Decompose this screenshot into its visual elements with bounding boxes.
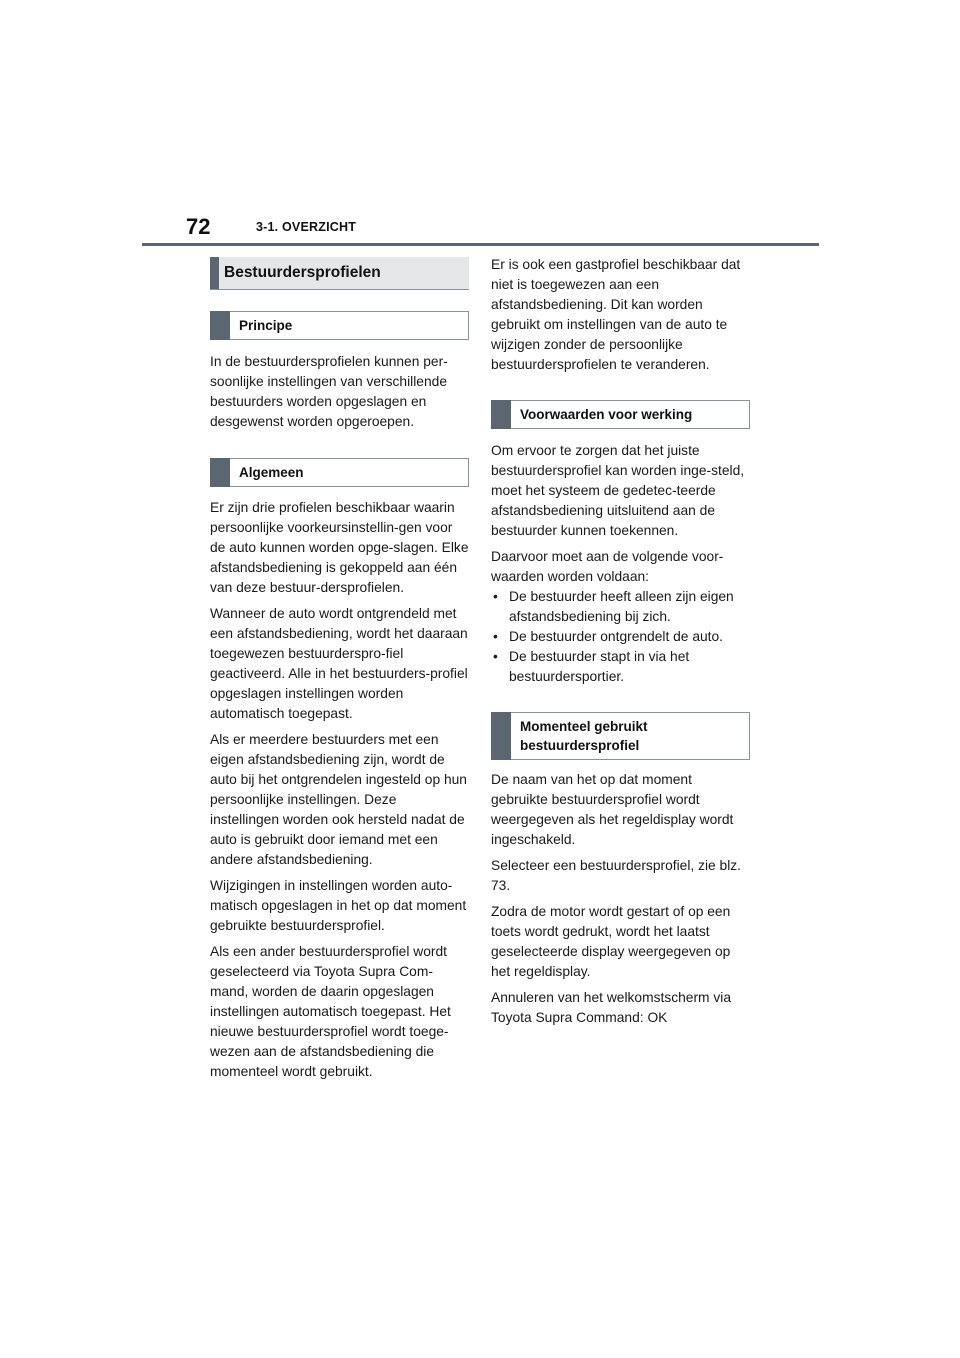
main-heading-text: Bestuurdersprofielen [224, 264, 381, 281]
header-rule [142, 243, 819, 246]
bullet-icon: • [493, 629, 498, 644]
list-item-text: De bestuurder stapt in via het bestuurdersportier. [509, 649, 690, 684]
heading-marker [210, 458, 230, 487]
page-number: 72 [186, 214, 211, 239]
algemeen-paragraph-1: Er zijn drie profielen beschikbaar waarin persoonlijke voorkeursinstellin-gen voor de auto kunnen worden opge-slagen. Elke afstandsbediening is gekoppeld aan één van deze bestuur-dersprofielen. [210, 500, 469, 595]
heading-marker [491, 400, 511, 429]
heading-marker [210, 257, 219, 289]
voorwaarden-paragraph-1: Om ervoor te zorgen dat het juiste bestuurdersprofiel kan worden inge-steld, moet het systeem de gedetec-teerde afstandsbediening uitsluitend aan de bestuurder kunnen toekennen. [491, 443, 745, 538]
list-item-text: De bestuurder ontgrendelt de auto. [509, 629, 723, 644]
principe-paragraph: In de bestuurdersprofielen kunnen per-soonlijke instellingen van verschillende bestuurders worden opgeslagen en desgewenst worden opgeroepen. [210, 354, 448, 429]
algemeen-heading-text: Algemeen [239, 465, 304, 480]
momenteel-heading [491, 712, 750, 760]
momenteel-paragraph-2: Selecteer een bestuurdersprofiel, zie blz. 73. [491, 858, 742, 893]
bullet-icon: • [493, 649, 498, 664]
right-column [491, 255, 750, 1028]
list-item [491, 627, 750, 647]
voorwaarden-heading [491, 400, 750, 429]
left-column [210, 255, 469, 1082]
momenteel-paragraph-3: Zodra de motor wordt gestart of op een toets wordt gedrukt, wordt het laatst geselecteerde display weergegeven op het regeldisplay. [491, 904, 731, 979]
list-item-text: De bestuurder heeft alleen zijn eigen afstandsbediening bij zich. [509, 589, 734, 624]
momenteel-paragraph-4: Annuleren van het welkomstscherm via Toyota Supra Command: OK [491, 990, 732, 1025]
algemeen-paragraph-5: Als een ander bestuurdersprofiel wordt geselecteerd via Toyota Supra Com-mand, worden de daarin opgeslagen instellingen automatisch toegepast. Het nieuwe bestuurdersprofiel wordt toege-wezen aan de afstandsbediening die momenteel wordt gebruikt. [210, 944, 451, 1079]
section-title: 3-1. OVERZICHT [256, 220, 357, 234]
algemeen-heading [210, 458, 469, 487]
principe-heading [210, 311, 469, 340]
principe-heading-text: Principe [239, 318, 293, 333]
algemeen-paragraph-4: Wijzigingen in instellingen worden auto-matisch opgeslagen in het op dat moment gebruikte bestuurdersprofiel. [210, 878, 467, 933]
voorwaarden-paragraph-2: Daarvoor moet aan de volgende voor-waarden worden voldaan: [491, 549, 724, 584]
heading-marker [491, 712, 511, 760]
heading-marker [210, 311, 230, 340]
list-item [491, 647, 750, 687]
voorwaarden-list [491, 587, 750, 687]
algemeen-paragraph-3: Als er meerdere bestuurders met een eigen afstandsbediening zijn, wordt de auto bij het ontgrendelen ingesteld op hun persoonlijke instellingen. Deze instellingen worden ook hersteld nadat de auto is gebruikt door iemand met een andere afstandsbediening. [210, 732, 467, 867]
gastprofiel-paragraph: Er is ook een gastprofiel beschikbaar dat niet is toegewezen aan een afstandsbediening. Dit kan worden gebruikt om instellingen van de auto te wijzigen zonder de persoonlijke bestuurdersprofielen te veranderen. [491, 257, 741, 372]
bullet-icon: • [493, 589, 498, 604]
momenteel-paragraph-1: De naam van het op dat moment gebruikte bestuurdersprofiel wordt weergegeven als het regeldisplay wordt ingeschakeld. [491, 772, 734, 847]
momenteel-heading-text: Momenteel gebruikt bestuurdersprofiel [520, 719, 648, 753]
voorwaarden-heading-text: Voorwaarden voor werking [520, 407, 693, 422]
list-item [491, 587, 750, 627]
main-heading [210, 257, 469, 290]
algemeen-paragraph-2: Wanneer de auto wordt ontgrendeld met een afstandsbediening, wordt het daaraan toegewezen bestuurderspro-fiel geactiveerd. Alle in het bestuurders-profiel opgeslagen instellingen worden automatisch toegepast. [210, 606, 468, 721]
